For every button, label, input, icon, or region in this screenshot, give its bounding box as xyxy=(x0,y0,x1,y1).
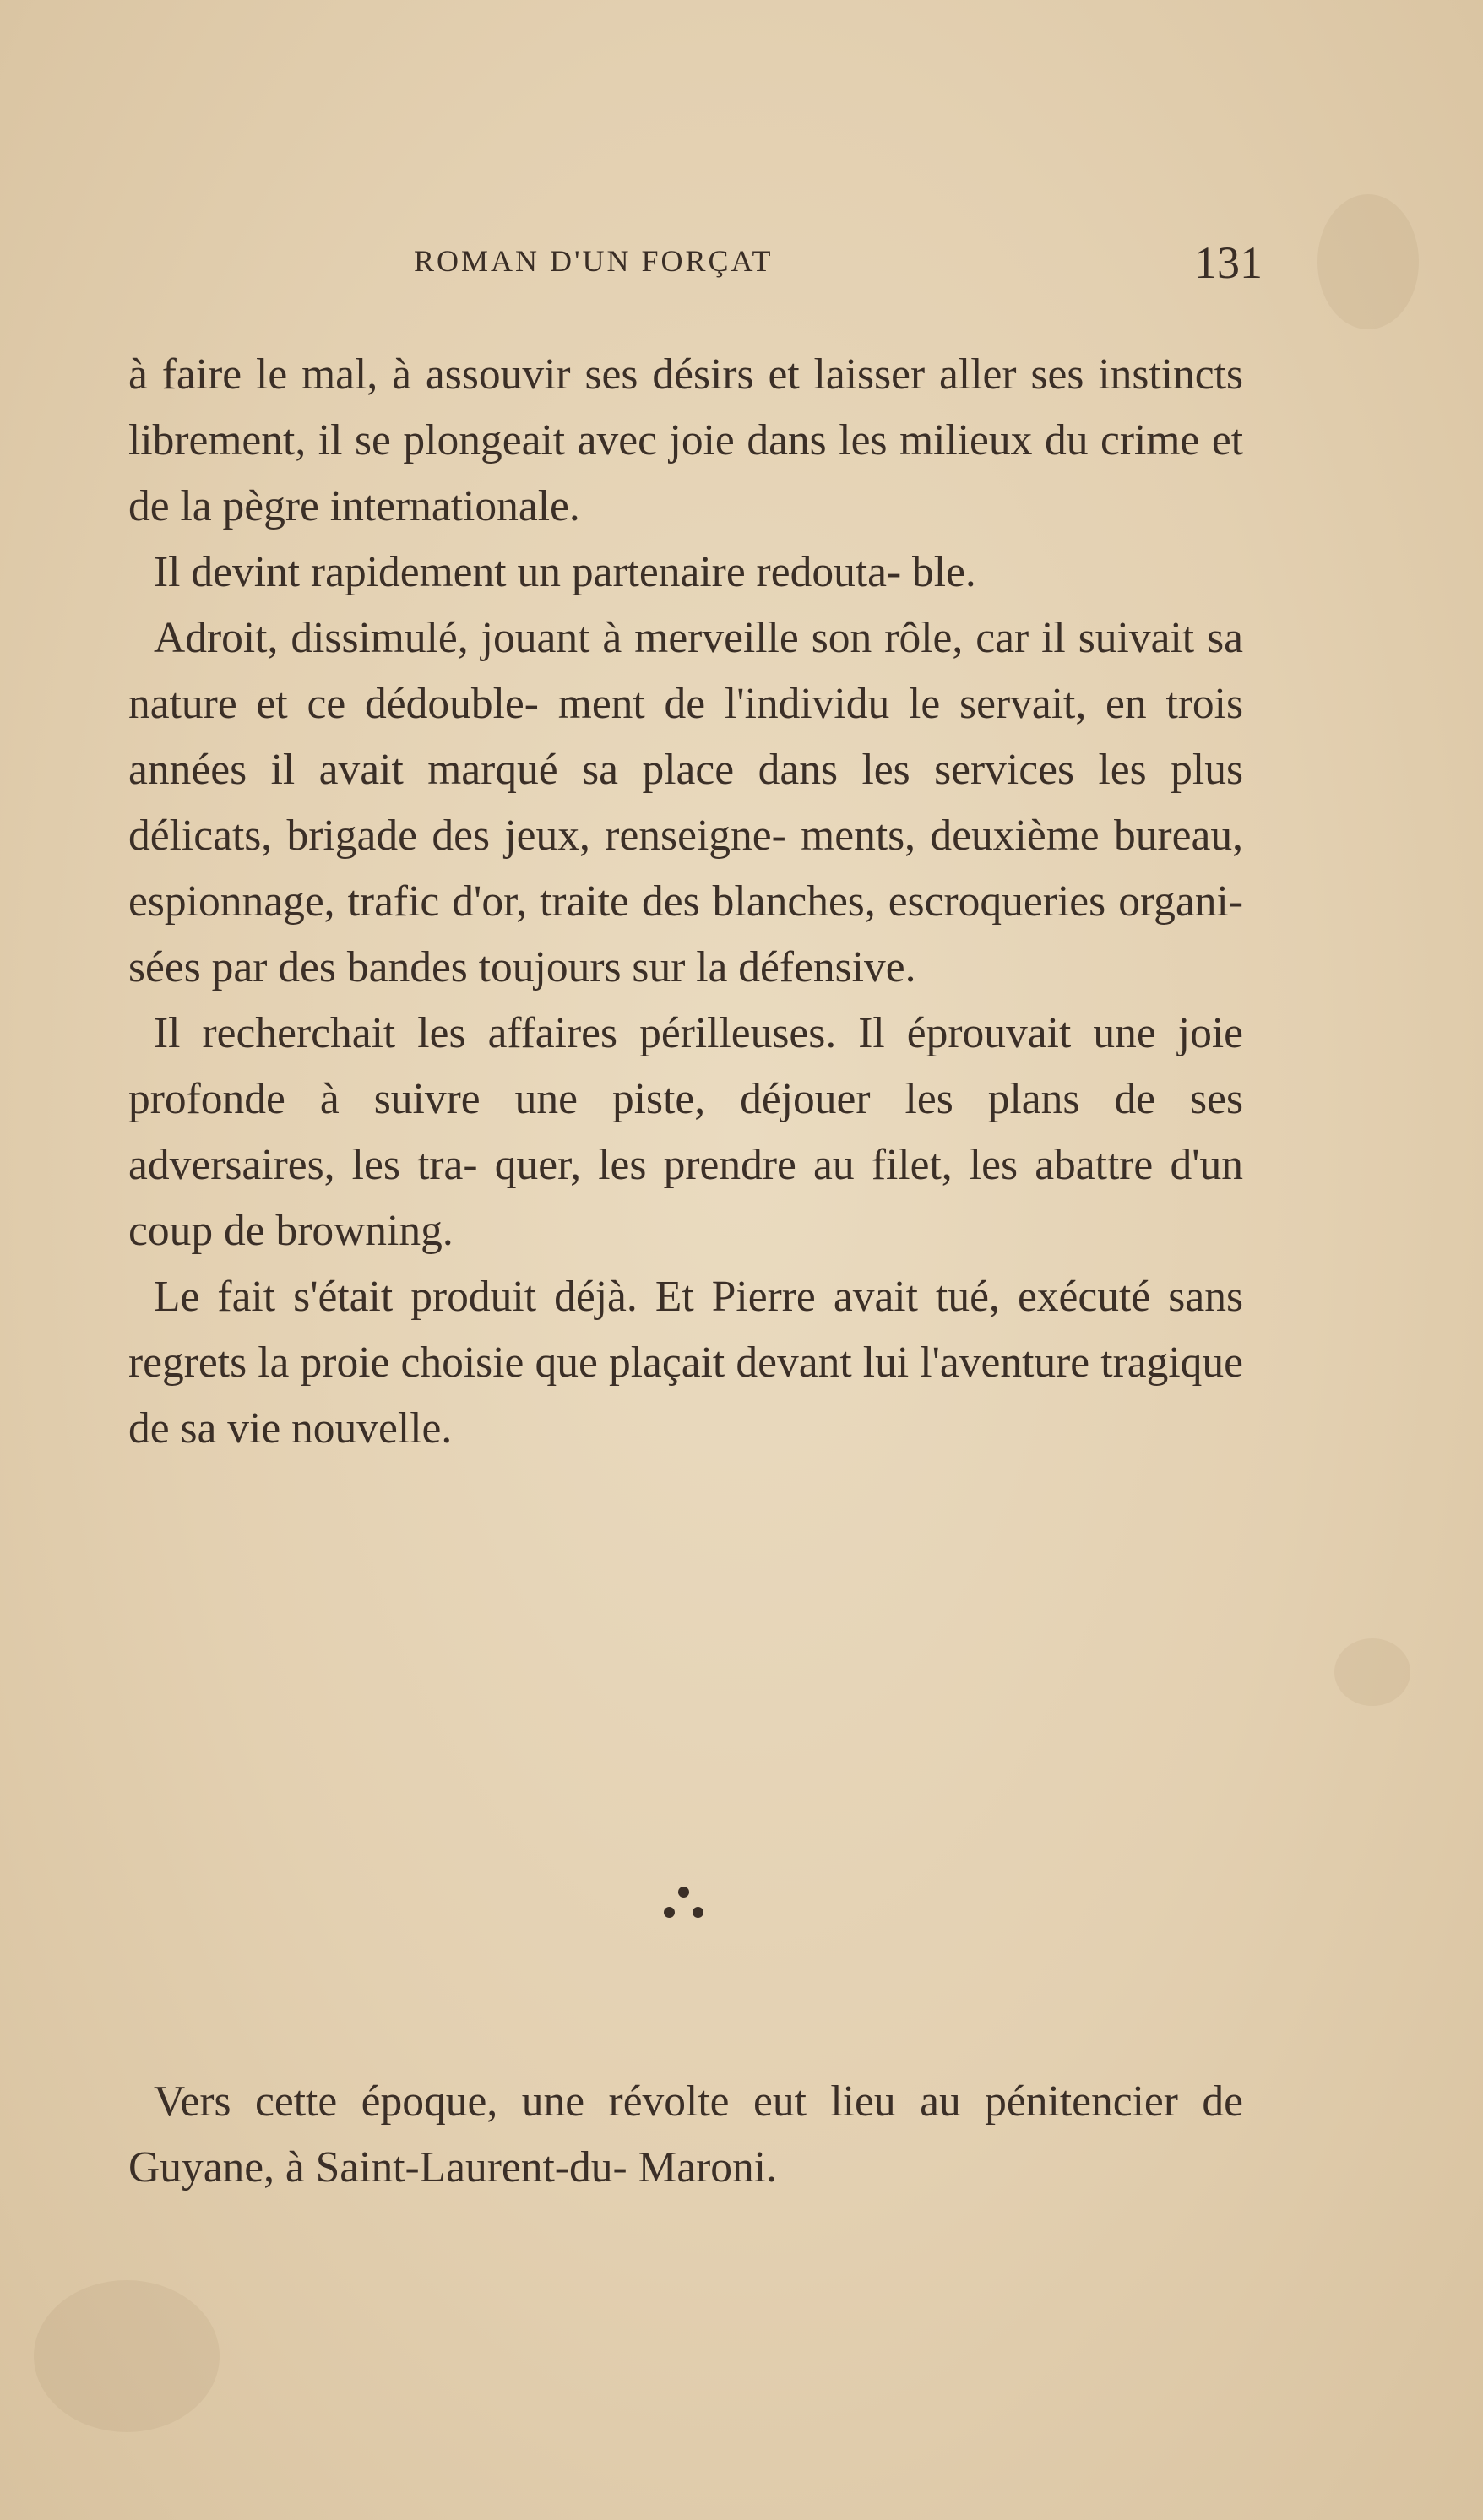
paragraph: Il devint rapidement un partenaire redouta- ble. xyxy=(154,548,976,596)
running-title: ROMAN D'UN FORÇAT xyxy=(414,244,774,278)
paper-stain xyxy=(1317,194,1419,329)
page-number: 131 xyxy=(1194,237,1263,288)
paragraph: Il recherchait les affaires périlleuses. Il éprouvait une joie profonde à suivre une piste, déjouer les plans de ses adversaires, les tra- quer, les prendre au filet, les abattre d'un coup de browning. xyxy=(128,1009,1243,1255)
paragraph: Adroit, dissimulé, jouant à merveille son rôle, car il suivait sa nature et ce dédouble- ment de l'individu le servait, en trois années il avait marqué sa place dans les services les plus délicats, brigade des jeux, renseigne- ments, deuxième bureau, espionnage, trafic d'or, traite des blanches, escroqueries organi- sées par des bandes toujours sur la défensive. xyxy=(128,614,1243,991)
asterism-dot-top xyxy=(678,1887,689,1898)
section-text xyxy=(128,2069,1243,2201)
page-header xyxy=(127,236,1263,296)
paragraph: Vers cette époque, une révolte eut lieu au pénitencier de Guyane, à Saint-Laurent-du- Maroni. xyxy=(128,2077,1243,2191)
paragraph: Le fait s'était produit déjà. Et Pierre avait tué, exécuté sans regrets la proie choisie que plaçait devant lui l'aventure tragique de sa vie nouvelle. xyxy=(128,1273,1243,1453)
section-break-asterism xyxy=(0,1873,1483,1924)
main-text xyxy=(128,342,1243,1462)
paper-stain xyxy=(34,2280,220,2432)
paragraph: à faire le mal, à assouvir ses désirs et laisser aller ses instincts librement, il se plongeait avec joie dans les milieux du crime et de la pègre internationale. xyxy=(128,350,1243,530)
paper-stain xyxy=(1334,1638,1410,1706)
asterism-dot-right xyxy=(693,1907,703,1918)
asterism-dot-left xyxy=(664,1907,675,1918)
